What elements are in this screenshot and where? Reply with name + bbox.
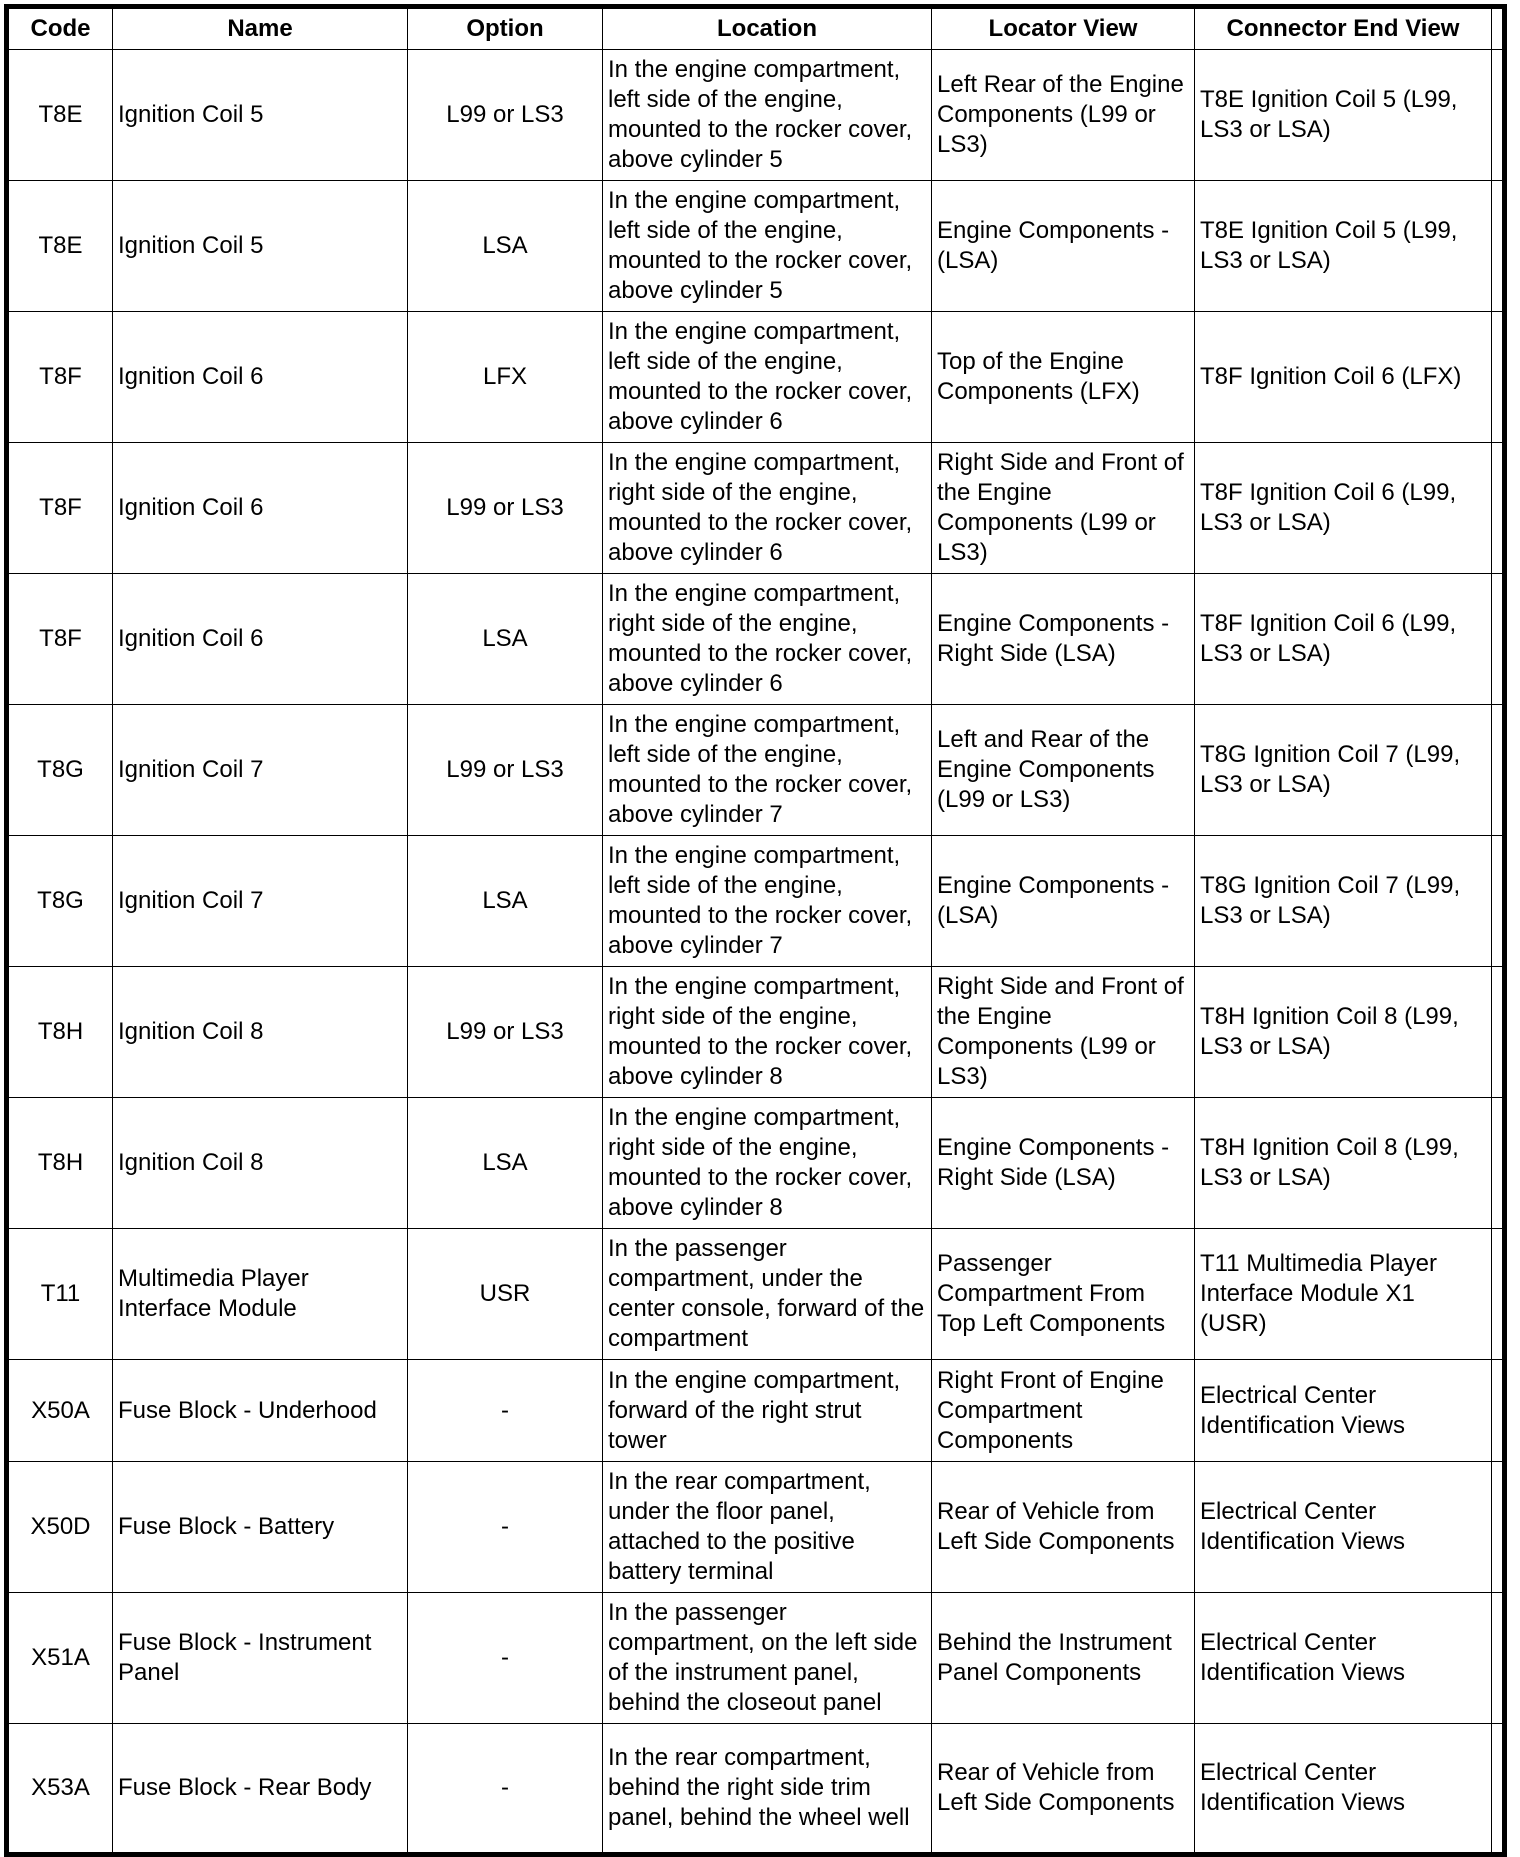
cell-code: T8F [7, 574, 113, 705]
cell-locator: Right Side and Front of the Engine Components (L99 or LS3) [932, 443, 1195, 574]
cell-location: In the engine compartment, right side of the engine, mounted to the rocker cover, above cylinder 6 [603, 443, 932, 574]
cell-name: Ignition Coil 6 [113, 574, 408, 705]
cell-location: In the rear compartment, behind the right side trim panel, behind the wheel well [603, 1724, 932, 1855]
cell-code: T8F [7, 312, 113, 443]
cell-code: X50D [7, 1462, 113, 1593]
connector-table [4, 4, 1507, 1857]
cell-code: T11 [7, 1229, 113, 1360]
cell-option: LFX [408, 312, 603, 443]
cell-spacer [1492, 1593, 1505, 1724]
table-row [7, 312, 1505, 443]
table-row [7, 967, 1505, 1098]
cell-connector: T8H Ignition Coil 8 (L99, LS3 or LSA) [1195, 967, 1492, 1098]
cell-connector: T8F Ignition Coil 6 (L99, LS3 or LSA) [1195, 443, 1492, 574]
cell-code: T8G [7, 836, 113, 967]
cell-code: X50A [7, 1360, 113, 1462]
cell-option: L99 or LS3 [408, 50, 603, 181]
cell-option: LSA [408, 181, 603, 312]
table-row [7, 181, 1505, 312]
cell-code: T8H [7, 967, 113, 1098]
header-connector-end-view: Connector End View [1195, 7, 1492, 50]
cell-locator: Right Side and Front of the Engine Components (L99 or LS3) [932, 967, 1195, 1098]
cell-location: In the passenger compartment, under the center console, forward of the compartment [603, 1229, 932, 1360]
cell-spacer [1492, 836, 1505, 967]
table-row [7, 1360, 1505, 1462]
table-row [7, 1098, 1505, 1229]
cell-code: T8G [7, 705, 113, 836]
cell-code: T8F [7, 443, 113, 574]
cell-spacer [1492, 1360, 1505, 1462]
table-row [7, 705, 1505, 836]
cell-option: LSA [408, 574, 603, 705]
cell-location: In the rear compartment, under the floor panel, attached to the positive battery terminal [603, 1462, 932, 1593]
cell-spacer [1492, 50, 1505, 181]
cell-locator: Top of the Engine Components (LFX) [932, 312, 1195, 443]
cell-spacer [1492, 443, 1505, 574]
cell-spacer [1492, 181, 1505, 312]
header-name: Name [113, 7, 408, 50]
table-row [7, 50, 1505, 181]
cell-option: L99 or LS3 [408, 967, 603, 1098]
cell-locator: Right Front of Engine Compartment Components [932, 1360, 1195, 1462]
cell-location: In the engine compartment, forward of the right strut tower [603, 1360, 932, 1462]
cell-connector: Electrical Center Identification Views [1195, 1462, 1492, 1593]
cell-spacer [1492, 967, 1505, 1098]
cell-location: In the engine compartment, left side of the engine, mounted to the rocker cover, above cylinder 5 [603, 50, 932, 181]
cell-code: T8E [7, 181, 113, 312]
cell-location: In the engine compartment, left side of the engine, mounted to the rocker cover, above cylinder 5 [603, 181, 932, 312]
cell-connector: Electrical Center Identification Views [1195, 1724, 1492, 1855]
cell-option: L99 or LS3 [408, 705, 603, 836]
cell-code: T8E [7, 50, 113, 181]
cell-name: Ignition Coil 5 [113, 50, 408, 181]
cell-location: In the engine compartment, left side of the engine, mounted to the rocker cover, above cylinder 6 [603, 312, 932, 443]
table-row [7, 1229, 1505, 1360]
cell-name: Fuse Block - Battery [113, 1462, 408, 1593]
cell-name: Ignition Coil 5 [113, 181, 408, 312]
cell-location: In the engine compartment, right side of the engine, mounted to the rocker cover, above cylinder 8 [603, 967, 932, 1098]
cell-location: In the passenger compartment, on the left side of the instrument panel, behind the closeout panel [603, 1593, 932, 1724]
cell-connector: T11 Multimedia Player Interface Module X1 (USR) [1195, 1229, 1492, 1360]
cell-option: LSA [408, 836, 603, 967]
cell-locator: Left and Rear of the Engine Components (L99 or LS3) [932, 705, 1195, 836]
cell-locator: Passenger Compartment From Top Left Components [932, 1229, 1195, 1360]
cell-location: In the engine compartment, left side of the engine, mounted to the rocker cover, above cylinder 7 [603, 705, 932, 836]
cell-connector: Electrical Center Identification Views [1195, 1360, 1492, 1462]
cell-name: Ignition Coil 7 [113, 836, 408, 967]
cell-option: - [408, 1593, 603, 1724]
cell-locator: Engine Components - Right Side (LSA) [932, 574, 1195, 705]
cell-spacer [1492, 312, 1505, 443]
header-row [7, 7, 1505, 50]
cell-locator: Left Rear of the Engine Components (L99 or LS3) [932, 50, 1195, 181]
header-code: Code [7, 7, 113, 50]
cell-option: - [408, 1724, 603, 1855]
header-option: Option [408, 7, 603, 50]
cell-name: Fuse Block - Instrument Panel [113, 1593, 408, 1724]
cell-option: - [408, 1462, 603, 1593]
cell-name: Fuse Block - Rear Body [113, 1724, 408, 1855]
cell-option: LSA [408, 1098, 603, 1229]
cell-locator: Behind the Instrument Panel Components [932, 1593, 1195, 1724]
cell-spacer [1492, 574, 1505, 705]
cell-spacer [1492, 1229, 1505, 1360]
cell-name: Ignition Coil 8 [113, 967, 408, 1098]
cell-option: - [408, 1360, 603, 1462]
cell-connector: T8E Ignition Coil 5 (L99, LS3 or LSA) [1195, 181, 1492, 312]
cell-connector: Electrical Center Identification Views [1195, 1593, 1492, 1724]
cell-connector: T8H Ignition Coil 8 (L99, LS3 or LSA) [1195, 1098, 1492, 1229]
cell-location: In the engine compartment, left side of the engine, mounted to the rocker cover, above cylinder 7 [603, 836, 932, 967]
cell-connector: T8G Ignition Coil 7 (L99, LS3 or LSA) [1195, 705, 1492, 836]
cell-connector: T8G Ignition Coil 7 (L99, LS3 or LSA) [1195, 836, 1492, 967]
cell-code: X51A [7, 1593, 113, 1724]
table-row [7, 443, 1505, 574]
cell-locator: Rear of Vehicle from Left Side Components [932, 1724, 1195, 1855]
table-row [7, 836, 1505, 967]
cell-locator: Engine Components - Right Side (LSA) [932, 1098, 1195, 1229]
cell-connector: T8E Ignition Coil 5 (L99, LS3 or LSA) [1195, 50, 1492, 181]
cell-code: X53A [7, 1724, 113, 1855]
cell-connector: T8F Ignition Coil 6 (L99, LS3 or LSA) [1195, 574, 1492, 705]
header-spacer [1492, 7, 1505, 50]
cell-name: Fuse Block - Underhood [113, 1360, 408, 1462]
cell-spacer [1492, 1724, 1505, 1855]
cell-code: T8H [7, 1098, 113, 1229]
cell-option: L99 or LS3 [408, 443, 603, 574]
cell-option: USR [408, 1229, 603, 1360]
cell-locator: Engine Components - (LSA) [932, 181, 1195, 312]
cell-location: In the engine compartment, right side of the engine, mounted to the rocker cover, above cylinder 6 [603, 574, 932, 705]
cell-locator: Rear of Vehicle from Left Side Components [932, 1462, 1195, 1593]
cell-name: Ignition Coil 8 [113, 1098, 408, 1229]
cell-locator: Engine Components - (LSA) [932, 836, 1195, 967]
cell-name: Multimedia Player Interface Module [113, 1229, 408, 1360]
cell-spacer [1492, 705, 1505, 836]
header-locator-view: Locator View [932, 7, 1195, 50]
cell-name: Ignition Coil 6 [113, 312, 408, 443]
table-row [7, 574, 1505, 705]
cell-spacer [1492, 1462, 1505, 1593]
table-row [7, 1724, 1505, 1855]
cell-name: Ignition Coil 7 [113, 705, 408, 836]
cell-connector: T8F Ignition Coil 6 (LFX) [1195, 312, 1492, 443]
table-row [7, 1593, 1505, 1724]
cell-name: Ignition Coil 6 [113, 443, 408, 574]
header-location: Location [603, 7, 932, 50]
cell-spacer [1492, 1098, 1505, 1229]
cell-location: In the engine compartment, right side of the engine, mounted to the rocker cover, above cylinder 8 [603, 1098, 932, 1229]
table-row [7, 1462, 1505, 1593]
